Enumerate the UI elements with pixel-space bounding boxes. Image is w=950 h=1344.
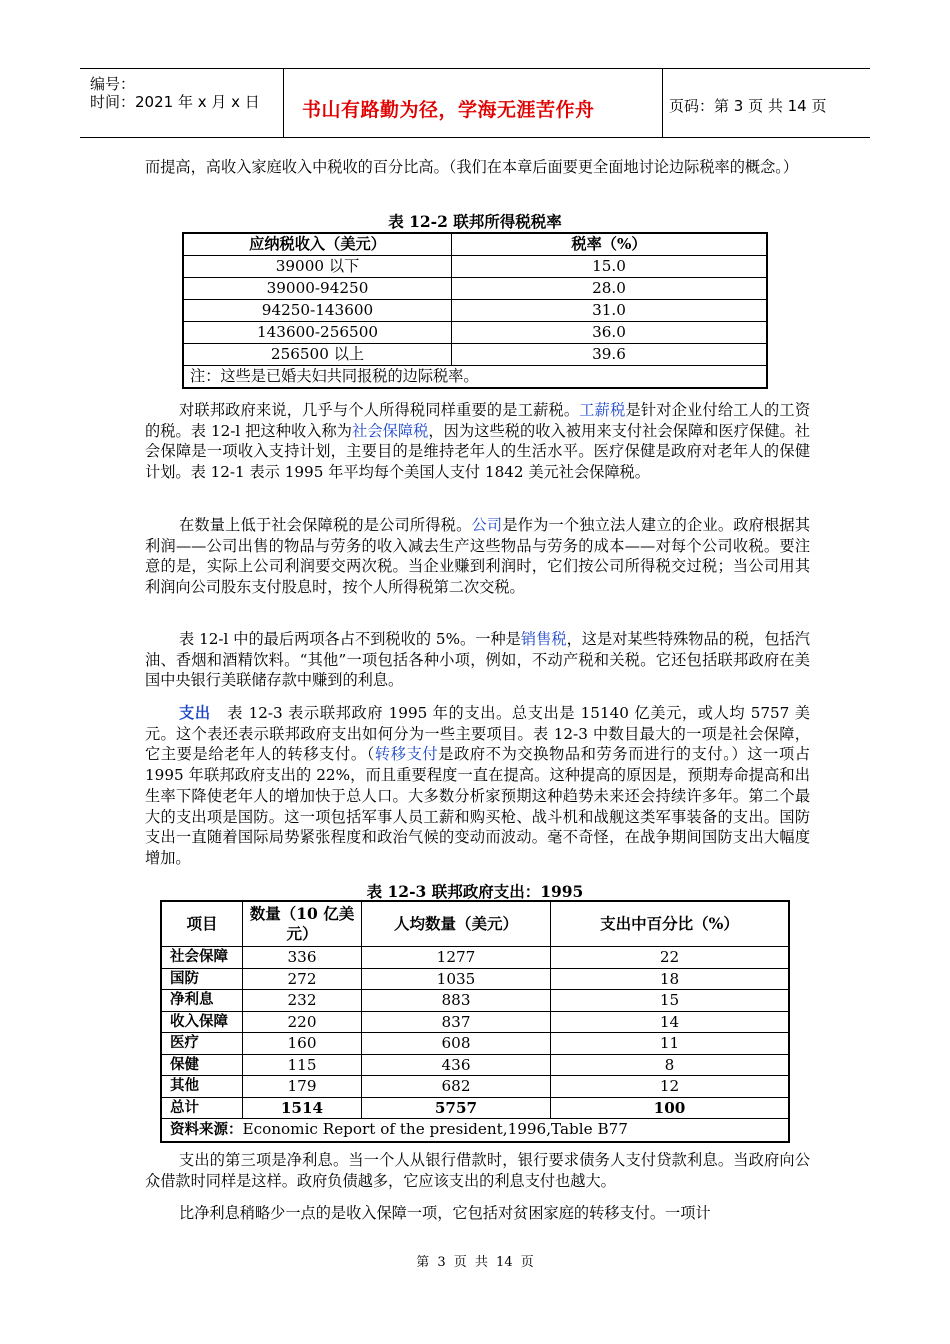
per-capita-cell: 837 [362,1011,551,1033]
table-row [161,1033,789,1055]
table-row [161,990,789,1012]
federal-spending-table [160,900,790,1143]
table-header-row [183,233,767,256]
percent-cell: 18 [551,968,790,990]
percent-cell: 100 [551,1097,790,1119]
percent-cell: 8 [551,1054,790,1076]
text-run: 是针对企业付给工人的工资的税。表 12-l 把这种收入称为 [145,401,811,440]
rate-cell: 36.0 [452,322,768,344]
percent-cell: 15 [551,990,790,1012]
per-capita-cell: 1277 [362,947,551,969]
keyword-link[interactable]: 社会保障税 [352,421,429,440]
income-cell: 94250-143600 [183,300,452,322]
per-capita-cell: 5757 [362,1097,551,1119]
item-cell: 收入保障 [161,1011,243,1033]
text-run: 是作为一个独立法人建立的企业。政府根据其利润——公司出售的物品与劳务的收入减去生产这些物品与劳务的成本——对每个公司收税。要注意的是，实际上公司利润要交两次税。当企业赚到利润时，它们按公司所得税交过税；当公司用其利润向公司股东支付股息时，按个人所得税第二次交税。 [145,516,811,597]
income-cell: 143600-256500 [183,322,452,344]
text-run: 对联邦政府来说，几乎与个人所得税同样重要的是工薪税。 [179,401,580,419]
tax-rate-table [182,232,768,389]
table-row [183,278,767,300]
time-label: 时间：2021 年 x 月 x 日 [90,93,260,111]
page-header [80,68,870,138]
source-text: Economic Report of the president,1996,Table B77 [242,1120,628,1138]
rate-cell: 15.0 [452,256,768,278]
item-cell: 社会保障 [161,947,243,969]
table-note: 注：这些是已婚夫妇共同报税的边际税率。 [183,366,767,389]
paragraph-income-security: 比净利息稍略少一点的是收入保障一项，它包括对贫困家庭的转移支付。一项计 [179,1204,711,1222]
motto: 书山有路勤为径，学海无涯苦作舟 [302,99,595,121]
amount-cell: 336 [243,947,362,969]
item-cell: 总计 [161,1097,243,1119]
income-cell: 256500 以上 [183,344,452,366]
column-header: 项目 [161,901,243,947]
keyword-link[interactable]: 销售税 [520,630,567,648]
rate-cell: 39.6 [452,344,768,366]
amount-cell: 220 [243,1011,362,1033]
rate-cell: 31.0 [452,300,768,322]
table-header-row [161,901,789,947]
item-cell: 净利息 [161,990,243,1012]
amount-cell: 179 [243,1076,362,1098]
section-heading: 支出 [179,704,211,722]
income-cell: 39000-94250 [183,278,452,300]
percent-cell: 11 [551,1033,790,1055]
text-run: 表 12-3 表示联邦政府 1995 年的支出。总支出是 15140 亿美元，或人均 5757 美元。这个表还表示联邦政府支出如何分为一些主要项目。表 12-3 中数目最大的一项是社会保障，它主要是给老年人的转移支付。（ [145,704,810,764]
text-run: ，这是对某些特殊物品的税，包括汽油、香烟和酒精饮料。“其他”一项包括各种小项，例如，不动产税和关税。它还包括联邦政府在美国中央银行美联储存款中赚到的利息。 [145,630,810,690]
amount-cell: 160 [243,1033,362,1055]
code-label: 编号： [90,75,136,93]
table1-caption: 表 12-2 联邦所得税税率 [388,212,562,231]
table-row [161,947,789,969]
per-capita-cell: 608 [362,1033,551,1055]
page-label: 页码：第 3 页 共 14 页 [669,97,827,115]
amount-cell: 272 [243,968,362,990]
paragraph-spending [145,703,810,869]
table-row [161,1054,789,1076]
table-source [161,1119,789,1142]
paragraph-net-interest: 支出的第三项是净利息。当一个人从银行借款时，银行要求债务人支付贷款利息。当政府向公众借款时同样是这样。政府负债越多，它应该支出的利息支付也越大。 [145,1151,810,1190]
item-cell: 医疗 [161,1033,243,1055]
header-left-cell [80,69,284,137]
column-header: 应纳税收入（美元） [183,233,452,256]
percent-cell: 14 [551,1011,790,1033]
table-row [183,300,767,322]
text-run: 表 12-l 中的最后两项各占不到税收的 5%。一种是 [179,630,521,648]
percent-cell: 12 [551,1076,790,1098]
table-source-row [161,1119,789,1142]
column-header: 数量（10 亿美元） [243,901,362,947]
column-header: 支出中百分比（%） [551,901,790,947]
amount-cell: 115 [243,1054,362,1076]
per-capita-cell: 883 [362,990,551,1012]
rate-cell: 28.0 [452,278,768,300]
table2-caption: 表 12-3 联邦政府支出：1995 [366,882,584,901]
keyword-link[interactable]: 转移支付 [374,745,439,764]
table-row [183,344,767,366]
text-run: ，因为这些税的收入被用来支付社会保障和医疗保健。社会保障是一项收入支持计划，主要目的是维持老年人的生活水平。医疗保健是政府对老年人的保健计划。表 12-1 表示 1995 年平均每个美国人支付 1842 美元社会保障税。 [145,421,810,482]
paragraph-continuation: 而提高，高收入家庭收入中税收的百分比高。（我们在本章后面要更全面地讨论边际税率的概念。） [145,158,799,176]
table-row [183,256,767,278]
column-header: 人均数量（美元） [362,901,551,947]
paragraph-payroll-tax [145,400,810,483]
column-header: 税率（%） [452,233,768,256]
header-page-cell [663,69,870,137]
table-row [161,1011,789,1033]
item-cell: 其他 [161,1076,243,1098]
header-motto-cell [284,69,663,137]
paragraph-sales-tax [145,629,810,691]
paragraph-corporate-tax [145,515,810,598]
table-row [183,322,767,344]
keyword-link[interactable]: 公司 [471,516,503,534]
table-row [161,1076,789,1098]
income-cell: 39000 以下 [183,256,452,278]
text-run: 是政府不为交换物品和劳务而进行的支付。）这一项占 1995 年联邦政府支出的 22%，而且重要程度一直在提高。这种提高的原因是，预期寿命提高和出生率下降使老年人的增加快于总人口。大多数分析家预期这种趋势未来还会持续许多年。第二个最大的支出项是国防。这一项包括军事人员工薪和购买枪、战斗机和战舰这类军事装备的支出。国防支出一直随着国际局势紧张程度和政治气候的变动而波动。毫不奇怪，在战争期间国防支出大幅度增加。 [145,745,811,867]
item-cell: 保健 [161,1054,243,1076]
per-capita-cell: 682 [362,1076,551,1098]
table-total-row [161,1097,789,1119]
table-note-row [183,366,767,389]
item-cell: 国防 [161,968,243,990]
per-capita-cell: 1035 [362,968,551,990]
amount-cell: 232 [243,990,362,1012]
text-run: 在数量上低于社会保障税的是公司所得税。 [179,516,472,534]
table-row [161,968,789,990]
amount-cell: 1514 [243,1097,362,1119]
keyword-link[interactable]: 工薪税 [579,401,626,419]
percent-cell: 22 [551,947,790,969]
per-capita-cell: 436 [362,1054,551,1076]
page-footer: 第 3 页 共 14 页 [416,1255,534,1270]
source-label: 资料来源： [170,1122,243,1138]
